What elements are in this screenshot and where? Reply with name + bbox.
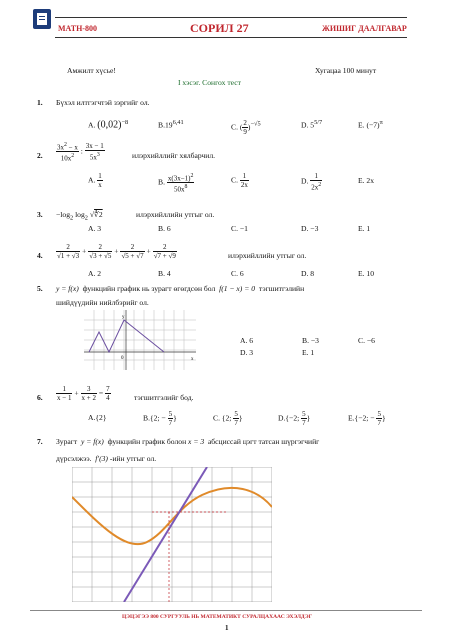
q6-opt-e[interactable]: E.{−2; − $\frac{5}{7}$ } <box>348 410 386 427</box>
logo <box>33 9 51 29</box>
q5-opt-a[interactable]: A. 6 <box>240 336 254 345</box>
book-icon <box>33 9 51 29</box>
q5-options <box>240 336 440 360</box>
svg-text:x: x <box>191 357 194 362</box>
q2-opt-d[interactable]: D. $\frac{1}{2x^2}$ <box>301 172 322 192</box>
q3-opt-b[interactable]: B. 6 <box>158 224 171 233</box>
q7-graph <box>72 467 272 602</box>
q6-opt-b[interactable]: B.{2; − $\frac{5}{7}$ } <box>143 410 177 427</box>
q5-graph <box>84 310 196 370</box>
q5-number: 5. <box>37 284 43 293</box>
q2-opt-c[interactable]: C. $\frac{1}{2x}$ <box>231 172 248 189</box>
q1-opt-a[interactable]: A. $(0,02)^{-8}$ <box>88 119 129 131</box>
header-subtitle: ЖИШИГ ДААЛГАВАР <box>322 24 407 33</box>
q2-options <box>88 172 428 196</box>
svg-text:y: y <box>122 315 125 320</box>
q4-opt-e[interactable]: E. 10 <box>358 269 375 278</box>
q5-opt-c[interactable]: C. −6 <box>358 336 375 345</box>
q1-text: Бүхэл илтгэгчтэй зэргийг ол. <box>56 98 150 107</box>
header-course: MATH-800 <box>58 24 97 33</box>
q4-opt-d[interactable]: D. 8 <box>301 269 315 278</box>
q5-line2: шийдүүдийн нийлбэрийг ол. <box>56 298 149 307</box>
q3-opt-a[interactable]: A. 3 <box>88 224 102 233</box>
header-rule-bottom <box>55 37 407 38</box>
q4-opt-a[interactable]: A. 2 <box>88 269 102 278</box>
q6-options <box>88 410 438 430</box>
q1-number: 1. <box>37 98 43 107</box>
q3-options <box>88 224 428 236</box>
q7-line2: дүрсэлжээ. f′(3) -ийн утгыг ол. <box>56 454 157 463</box>
q2-opt-a[interactable]: A. $\frac{1}{x}$ <box>88 172 102 189</box>
q4-expr: $\frac{2}{√1 + √3}$ + $\frac{2}{√3 + √5}$ + $\frac{2}{√5 + √7}$ + $\frac{2}{√7 + √9}$ <box>57 243 176 260</box>
q2-opt-e[interactable]: E. 2x <box>358 176 375 185</box>
page-number: 1 <box>225 624 229 632</box>
q6-number: 6. <box>37 393 43 402</box>
q7-line1: Зурагт y = f(x) функцийн график болон x = 3 абсциссай цэгт татсан шүргэгчийг <box>56 437 320 446</box>
q3-text: илэрхийллийн утгыг ол. <box>136 210 215 219</box>
q4-number: 4. <box>37 251 43 260</box>
q2-expr: $\frac{3x^2 - x}{10x^2}$ : $\frac{3x - 1}{5x^3}$ <box>57 142 104 163</box>
q5-line1: y = f(x) функцийн график нь зурагт өгөгдсөн бол f(1 − x) = 0 тэгшитгэлийн <box>56 284 305 293</box>
q5-opt-e[interactable]: E. 1 <box>302 348 315 357</box>
section-title: I хэсэг. Сонгох тест <box>178 78 241 87</box>
q3-expr: $-\log_2$ $\log_2$ √∜2 <box>56 210 103 222</box>
q3-opt-c[interactable]: C. −1 <box>231 224 248 233</box>
q4-text: илэрхийллийн утгыг ол. <box>228 251 307 260</box>
q6-opt-d[interactable]: D.{−2; $\frac{5}{7}$ } <box>278 410 311 427</box>
q5-opt-b[interactable]: B. −3 <box>302 336 319 345</box>
q7-number: 7. <box>37 437 43 446</box>
q1-opt-b[interactable]: B.19$^{6,41}$ <box>158 119 184 130</box>
footer-rule <box>30 610 422 611</box>
svg-text:0: 0 <box>121 356 124 361</box>
q1-opt-e[interactable]: E. $(-7)^\pi$ <box>358 119 383 130</box>
footer-text: ЦЭЦЭГЭЭ 800 СУРГУУЛЬ НЬ МАТЕМАТИКТ СУРАЛЦАХААС ЭХЭЛДЭГ <box>122 614 313 620</box>
q3-number: 3. <box>37 210 43 219</box>
q5-opt-d[interactable]: D. 3 <box>240 348 254 357</box>
q6-text: тэгшитгэлийг бод. <box>134 393 194 402</box>
q3-opt-d[interactable]: D. −3 <box>301 224 319 233</box>
q6-expr: $\frac{1}{x - 1}$ + $\frac{3}{x + 2}$ = $\frac{7}{4}$ <box>57 385 110 402</box>
q1-options <box>88 119 428 136</box>
q4-opt-b[interactable]: B. 4 <box>158 269 171 278</box>
q4-opt-c[interactable]: C. 6 <box>231 269 244 278</box>
q4-options <box>88 269 428 281</box>
q3-opt-e[interactable]: E. 1 <box>358 224 371 233</box>
q1-opt-d[interactable]: D. $5^{5/7}$ <box>301 119 323 130</box>
q2-opt-b[interactable]: B. $\frac{x(3x-1)^2}{50x^8}$ <box>158 173 194 194</box>
q6-opt-c[interactable]: C. {2; $\frac{5}{7}$ } <box>213 410 243 427</box>
greeting: Амжилт хүсье! <box>67 66 116 75</box>
header-rule-top <box>55 17 407 18</box>
header-title: СОРИЛ 27 <box>190 21 249 35</box>
q6-opt-a[interactable]: A.{2} <box>88 413 107 422</box>
time-limit: Хугацаа 100 минут <box>315 66 377 75</box>
q2-number: 2. <box>37 151 43 160</box>
q2-text: илэрхийллийг хялбарчил. <box>132 151 216 160</box>
q1-opt-c[interactable]: C. ( $\frac{2}{9}$ )$^{-√5}$ <box>231 119 261 136</box>
